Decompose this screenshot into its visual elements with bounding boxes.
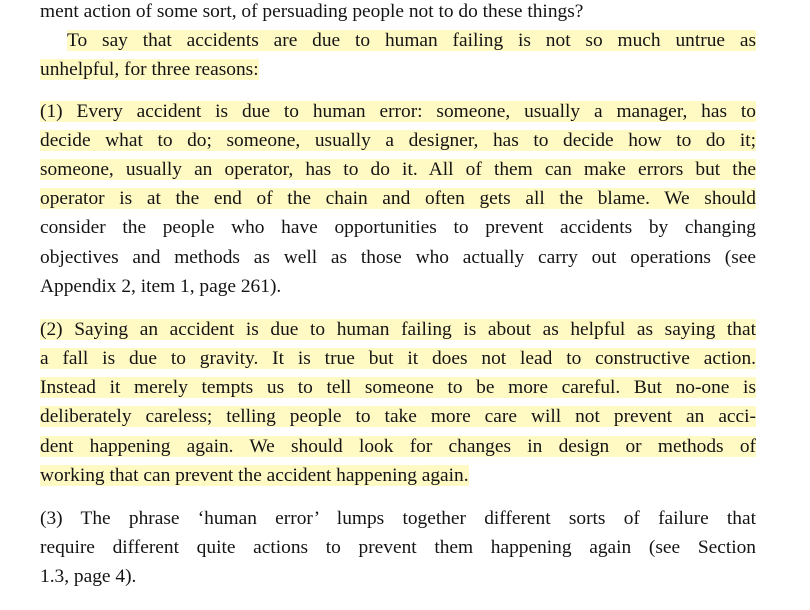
document-page — [40, 0, 756, 592]
highlighted-text: operator is at the end of the chain and often gets all the blame. We should — [40, 188, 756, 210]
text-line: (3) The phrase ‘human error’ lumps together different sorts of failure that — [40, 508, 756, 529]
highlighted-text: (1) Every accident is due to human error: someone, usually a manager, has to — [40, 100, 756, 122]
point-1-line — [40, 97, 756, 126]
point-2-line — [40, 373, 756, 402]
text-line: 1.3, page 4). — [40, 566, 137, 588]
highlighted-text: Instead it merely tempts us to tell someone to be more careful. But no-one is — [40, 377, 756, 399]
highlighted-text: working that can prevent the accident happening again. — [40, 464, 469, 486]
text-line: Appendix 2, item 1, page 261). — [40, 275, 282, 297]
highlighted-text: deliberately careless; telling people to take more care will not prevent an acci- — [40, 406, 756, 428]
highlighted-text: a fall is due to gravity. It is true but it does not lead to constructive action. — [40, 348, 756, 370]
text-line: ment action of some sort, of persuading people not to do these things? — [40, 1, 584, 22]
main-paragraph-line — [40, 55, 756, 84]
highlighted-text: someone, usually an operator, has to do it. All of them can make errors but the — [40, 158, 756, 180]
point-1-line — [40, 213, 756, 242]
point-1-line — [40, 126, 756, 155]
main-paragraph-line — [40, 26, 756, 55]
text-line: consider the people who have opportunities to prevent accidents by changing — [40, 217, 756, 239]
intro-line — [40, 0, 756, 26]
point-1-line — [40, 243, 756, 272]
point-1-line — [40, 155, 756, 184]
point-2-line — [40, 402, 756, 431]
highlighted-text: To say that accidents are due to human failing is not so much untrue as — [67, 30, 756, 52]
point-2-line — [40, 461, 756, 490]
point-3-line — [40, 533, 756, 562]
highlighted-text: (2) Saying an accident is due to human failing is about as helpful as saying that — [40, 318, 756, 340]
point-3-line — [40, 562, 756, 591]
point-2-line — [40, 315, 756, 344]
highlighted-text: dent happening again. We should look for changes in design or methods of — [40, 435, 756, 457]
point-2-line — [40, 432, 756, 461]
highlighted-text: decide what to do; someone, usually a designer, has to decide how to do it; — [40, 129, 756, 151]
point-1-line — [40, 184, 756, 213]
point-3-line — [40, 504, 756, 533]
highlighted-text: unhelpful, for three reasons: — [40, 59, 259, 81]
point-1-line — [40, 272, 756, 301]
text-line: objectives and methods as well as those who actually carry out operations (see — [40, 246, 756, 268]
text-line: require different quite actions to prevent them happening again (see Section — [40, 537, 756, 559]
point-2-line — [40, 344, 756, 373]
